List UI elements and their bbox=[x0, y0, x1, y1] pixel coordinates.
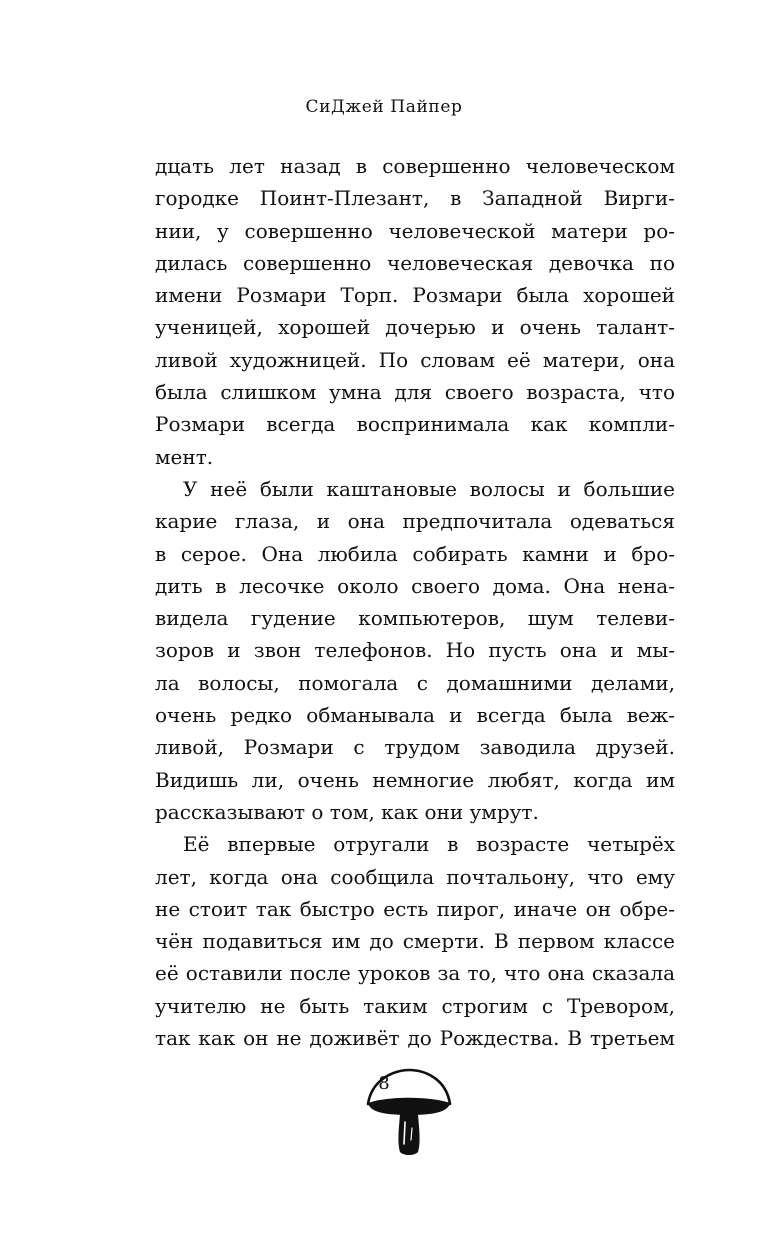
text-line: Видишь ли, очень немногие любят, когда им bbox=[155, 767, 675, 792]
text-line: не стоит так быстро есть пирог, иначе он обре- bbox=[155, 896, 675, 921]
paragraph-start-line: У неё были каштановые волосы и большие bbox=[183, 476, 675, 501]
text-line: чён подавиться им до смерти. В первом классе bbox=[155, 929, 675, 954]
text-line: ливой, Розмари с трудом заводила друзей. bbox=[155, 735, 675, 760]
text-line: городке Поинт-Плезант, в Западной Вирги- bbox=[155, 186, 675, 211]
paragraph-end-line: мент. bbox=[155, 444, 214, 469]
running-header: СиДжей Пайпер bbox=[305, 97, 463, 117]
text-line: лет, когда она сообщила почтальону, что ему bbox=[155, 864, 675, 889]
page-number: 8 bbox=[378, 1073, 390, 1094]
text-line: была слишком умна для своего возраста, что bbox=[155, 380, 675, 405]
text-line: дцать лет назад в совершенно человеческом bbox=[155, 154, 675, 178]
text-line: дить в лесочке около своего дома. Она нена- bbox=[155, 573, 675, 598]
text-line: дилась совершенно человеческая девочка по bbox=[155, 250, 675, 275]
text-line: учителю не быть таким строгим с Тревором, bbox=[155, 993, 675, 1018]
page-folio bbox=[0, 1068, 768, 1160]
text-line: её оставили после уроков за то, что она сказала bbox=[155, 961, 675, 986]
paragraph-end-line: рассказывают о том, как они умрут. bbox=[155, 799, 539, 824]
text-line: очень редко обманывала и всегда была веж- bbox=[155, 703, 675, 728]
text-line: имени Розмари Торп. Розмари была хорошей bbox=[155, 283, 675, 308]
text-line: Розмари всегда воспринимала как компли- bbox=[155, 412, 675, 437]
text-line: ливой художницей. По словам её матери, она bbox=[155, 347, 675, 372]
text-line: видела гудение компьютеров, шум телеви- bbox=[155, 606, 675, 631]
text-line: зоров и звон телефонов. Но пусть она и мы- bbox=[155, 638, 675, 663]
body-text bbox=[155, 150, 675, 1054]
text-line: в серое. Она любила собирать камни и бро- bbox=[155, 541, 675, 566]
text-line: ученицей, хорошей дочерью и очень талант- bbox=[155, 315, 675, 340]
paragraph-start-line: Её впервые отругали в возрасте четырёх bbox=[183, 832, 675, 857]
text-line: карие глаза, и она предпочитала одеваться bbox=[155, 509, 675, 534]
text-line: ла волосы, помогала с домашними делами, bbox=[155, 670, 675, 695]
text-line: так как он не доживёт до Рождества. В третьем bbox=[155, 1026, 675, 1051]
text-line: нии, у совершенно человеческой матери ро- bbox=[155, 218, 675, 243]
